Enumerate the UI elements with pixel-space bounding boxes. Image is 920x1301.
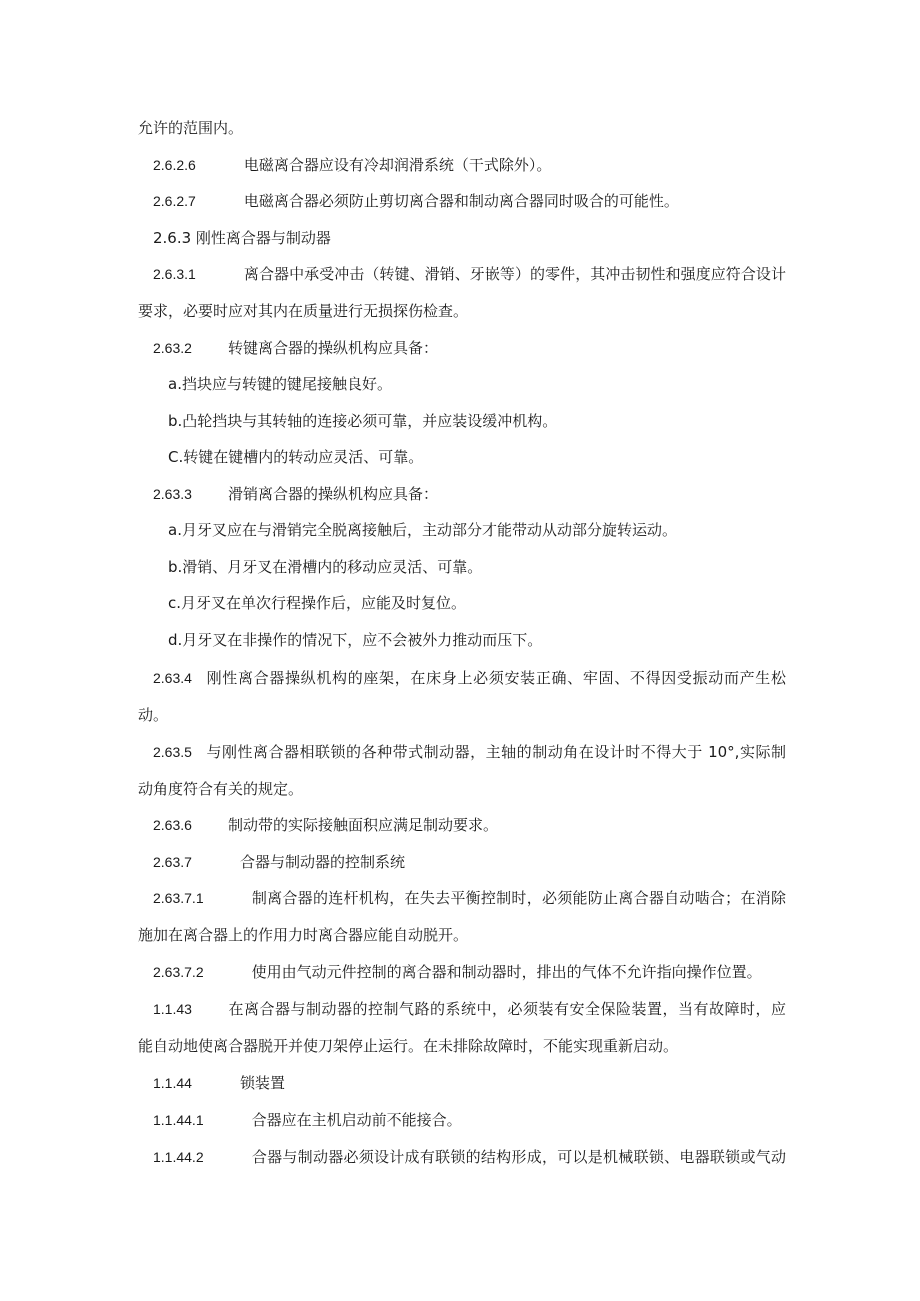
clause-number: 2.6.3.1 [153,266,196,282]
clause-text-line-1: 制离合器的连杆机构，在失去平衡控制时，必须能防止离合器自动啮合；在消除 [251,889,786,907]
clause-number: 2.63.5 [153,744,192,760]
clause-text: 滑销离合器的操纵机构应具备： [227,485,438,503]
section-heading-2-6-3 [138,220,786,257]
clause-text-line-1: 合器与制动器必须设计成有联锁的结构形成，可以是机械联锁、电器联锁或气动 [251,1148,786,1166]
clause-2-6-3-1 [138,256,786,329]
list-item-a [138,512,786,549]
clause-2-63-4 [138,660,786,733]
clause-number: 1.1.44.2 [153,1149,204,1165]
clause-number: 2.63.2 [153,340,192,356]
clause-1-1-44-2 [138,1139,786,1176]
list-item-c [138,585,786,622]
clause-text: 电磁离合器应设有冷却润滑系统（干式除外）。 [243,156,552,174]
clause-number: 2.63.7 [153,854,192,870]
clause-2-6-2-6 [138,147,786,184]
clause-2-63-2 [138,330,786,367]
list-item-text: a.挡块应与转键的键尾接触良好。 [168,375,392,393]
clause-2-63-5 [138,734,786,807]
clause-text-line-1: 与刚性离合器相联锁的各种带式制动器，主轴的制动角在设计时不得大于 10°,实际制 [205,743,786,761]
clause-text-line-2: 动角度符合有关的规定。 [138,779,304,798]
clause-text: 锁装置 [239,1074,285,1092]
list-item-text: a.月牙叉应在与滑销完全脱离接触后，主动部分才能带动从动部分旋转运动。 [168,521,677,539]
clause-text: 电磁离合器必须防止剪切离合器和制动离合器同时吸合的可能性。 [243,192,679,210]
clause-text-line-2: 要求，必要时应对其内在质量进行无损探伤检查。 [138,301,469,320]
clause-number: 2.6.2.6 [153,157,196,173]
clause-number: 2.63.7.2 [153,964,204,980]
clause-2-63-6 [138,807,786,844]
clause-2-6-2-7 [138,183,786,220]
paragraph-continuation [138,110,786,147]
clause-number: 2.63.4 [153,670,192,686]
clause-2-63-7-1 [138,880,786,953]
clause-text-line-1: 刚性离合器操纵机构的座架，在床身上必须安装正确、牢固、不得因受振动而产生松 [205,669,786,687]
list-item-b [138,549,786,586]
clause-1-1-44 [138,1065,786,1102]
list-item-d [138,622,786,659]
list-item-b [138,403,786,440]
list-item-text: b.滑销、月牙叉在滑槽内的移动应灵活、可靠。 [168,558,483,576]
clause-text-line-2: 动。 [138,705,169,724]
clause-text-line-1: 离合器中承受冲击（转键、滑销、牙嵌等）的零件，其冲击韧性和强度应符合设计 [243,265,786,283]
list-item-a [138,366,786,403]
clause-text: 制动带的实际接触面积应满足制动要求。 [227,816,498,834]
list-item-text: d.月牙叉在非操作的情况下，应不会被外力推动而压下。 [168,631,543,649]
clause-text-line-1: 在离合器与制动器的控制气路的系统中，必须装有安全保险装置，当有故障时，应 [227,1000,786,1018]
clause-2-63-7-2 [138,954,786,991]
list-item-text: c.月牙叉在单次行程操作后，应能及时复位。 [168,594,467,612]
list-item-c [138,439,786,476]
clause-number: 2.63.7.1 [153,890,204,906]
clause-1-1-44-1 [138,1102,786,1139]
section-heading: 2.6.3 刚性离合器与制动器 [153,229,331,247]
clause-text: 合器与制动器的控制系统 [239,853,405,871]
clause-text: 合器应在主机启动前不能接合。 [251,1111,462,1129]
paragraph-text: 允许的范围内。 [138,119,244,137]
clause-number: 1.1.44 [153,1075,192,1091]
clause-number: 1.1.44.1 [153,1112,204,1128]
clause-number: 2.63.3 [153,486,192,502]
clause-2-63-7 [138,844,786,881]
list-item-text: b.凸轮挡块与其转轴的连接必须可靠，并应装设缓冲机构。 [168,412,558,430]
clause-number: 2.63.6 [153,817,192,833]
clause-text: 转键离合器的操纵机构应具备： [227,339,438,357]
clause-number: 1.1.43 [153,1001,192,1017]
clause-text-line-2: 施加在离合器上的作用力时离合器应能自动脱开。 [138,925,469,944]
clause-text-line-2: 能自动地使离合器脱开并使刀架停止运行。在未排除故障时，不能实现重新启动。 [138,1036,679,1055]
clause-2-63-3 [138,476,786,513]
list-item-text: C.转键在键槽内的转动应灵活、可靠。 [168,448,424,466]
clause-1-1-43 [138,991,786,1064]
clause-number: 2.6.2.7 [153,193,196,209]
clause-text: 使用由气动元件控制的离合器和制动器时，排出的气体不允许指向操作位置。 [251,963,762,981]
